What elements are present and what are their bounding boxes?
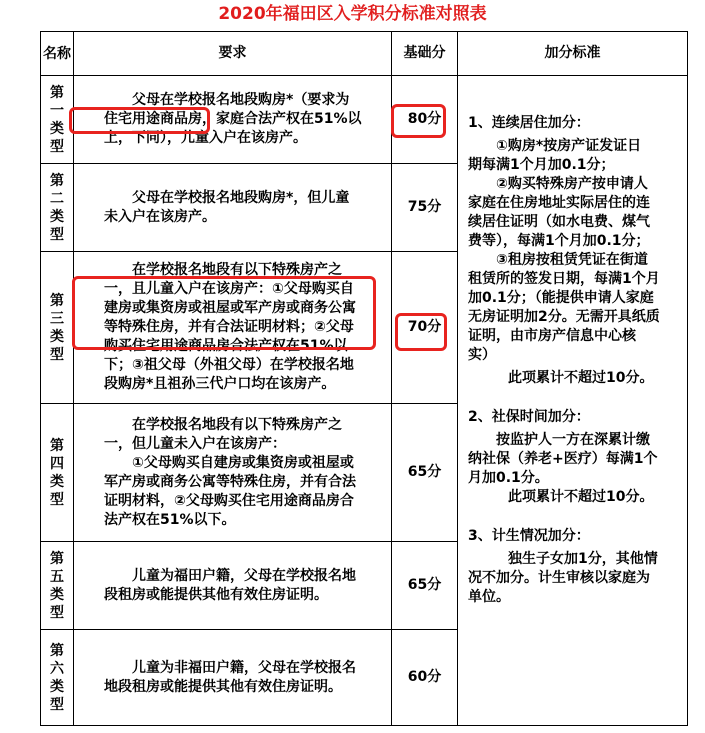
row-requirement: 儿童为福田户籍，父母在学校报名地 段租房或能提供其他有效住房证明。 xyxy=(74,542,392,630)
row-requirement: 父母在学校报名地段购房*，但儿童 未入户在该房产。 xyxy=(74,164,392,252)
row-requirement: 在学校报名地段有以下特殊房产之 一，但儿童未入户在该房产： ①父母购买自建房或集资房或祖屋或 军产房或商务公寓等特殊住房，并有合法 证明材料，②父母购买住宅用途商品房合 法产权在51%以下。 xyxy=(74,404,392,542)
row-requirement: 在学校报名地段有以下特殊房产之 一，且儿童入户在该房产：①父母购买自 建房或集资房或祖屋或军产房或商务公寓 等特殊住房，并有合法证明材料；②父母 购买住宅用途商品房合法产权在51%以 下；③祖父母（外祖父母）在学校报名地 段购房*且祖孙三代户口均在该房产。 xyxy=(74,252,392,404)
row-name: 第 三 类 型 xyxy=(41,252,74,404)
header-base-score: 基础分 xyxy=(392,32,458,76)
row-score: 75分 xyxy=(392,164,458,252)
row-name: 第 一 类 型 xyxy=(41,76,74,164)
bonus-standard: 1、连续居住加分： ①购房*按房产证发证日 期每满1个月加0.1分； ②购买特殊房产按申请人 家庭在住房地址实际居住的连 续居住证明（如水电费、煤气 费等），每满1个月加0.1分； ③租房按租赁凭证在街道 租赁所的签发日期，每满1个月 加0.1分；（能提供申请人家庭 无房证明加2分。无需开具纸质 证明，由市房产信息中心核 实） 此项累计不超过10分。 2、社保时间加分： 按监护人一方在深累计缴 纳社保（养老+医疗）每满1个 月加0.1分。 此项累计不超过10分。 3、计生情况加分： 独生子女加1分，其他情 况不加分。计生审核以家庭为 单位。 xyxy=(458,76,688,726)
header-requirement: 要求 xyxy=(74,32,392,76)
highlight-box-residential xyxy=(69,107,210,134)
row-score: 70分 xyxy=(392,252,458,404)
row-name: 第 四 类 型 xyxy=(41,404,74,542)
row-name: 第 六 类 型 xyxy=(41,630,74,726)
header-bonus: 加分标准 xyxy=(458,32,688,76)
table-title: 2020年福田区入学积分标准对照表 xyxy=(218,4,487,24)
row-score: 65分 xyxy=(392,404,458,542)
highlight-box-special-housing xyxy=(72,276,376,350)
highlight-box-score-70 xyxy=(395,313,447,351)
row-name: 第 五 类 型 xyxy=(41,542,74,630)
row-score: 65分 xyxy=(392,542,458,630)
row-name: 第 二 类 型 xyxy=(41,164,74,252)
header-row xyxy=(41,32,688,76)
row-score: 60分 xyxy=(392,630,458,726)
row-requirement: 儿童为非福田户籍，父母在学校报名 地段租房或能提供其他有效住房证明。 xyxy=(74,630,392,726)
score-table xyxy=(40,31,688,726)
row-score: 80分 xyxy=(392,76,458,164)
header-name: 名称 xyxy=(41,32,74,76)
highlight-box-score-80 xyxy=(391,104,446,138)
row-requirement: 父母在学校报名地段购房*（要求为 住宅用途商品房，家庭合法产权在51%以 上，下同），儿童入户在该房产。 xyxy=(74,76,392,164)
